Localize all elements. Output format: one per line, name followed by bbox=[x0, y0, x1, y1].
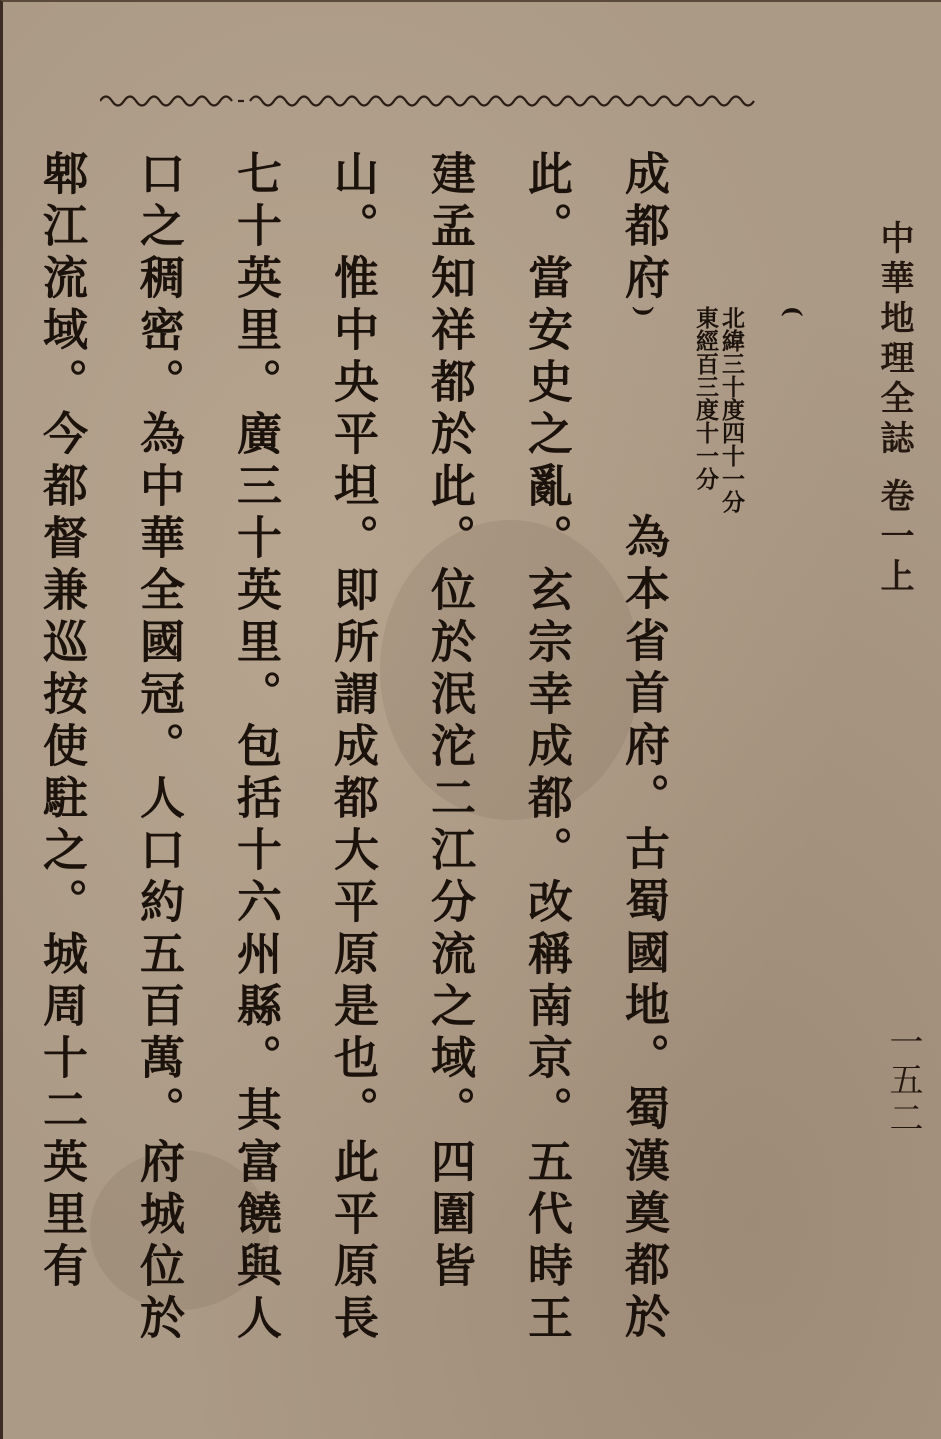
running-title: 中華地理全誌 卷一上 bbox=[874, 220, 914, 598]
latitude-note: 北緯三十度四十一分 bbox=[718, 306, 745, 513]
paragraph-text: 為本省首府。古蜀國地。蜀漢奠都於此。當安史之亂。玄宗幸成都。改稱南京。五代時王建孟知祥都於此。位於泯沱二江分流之域。四圍皆山。惟中央平坦。即所謂成都大平原是也。此平原長七十英里。廣三十英里。包括十六州縣。其富饒與人口之稠密。為中華全國冠。人口約五百萬。府城位於郫江流域。今都督兼巡按使駐之。城周十二英里有 bbox=[35, 150, 670, 1346]
paragraph-chengdu bbox=[0, 150, 841, 1380]
page-number: 一五二 bbox=[883, 1024, 923, 1138]
entry-heading: 成都府 bbox=[617, 150, 670, 306]
body-text bbox=[35, 150, 841, 1380]
decorative-wavy-rule bbox=[100, 88, 760, 114]
longitude-note: 東經百三度十一分 bbox=[692, 306, 719, 490]
coordinate-note: ( 北緯三十度四十一分 東經百三度十一分 ) bbox=[630, 306, 806, 513]
